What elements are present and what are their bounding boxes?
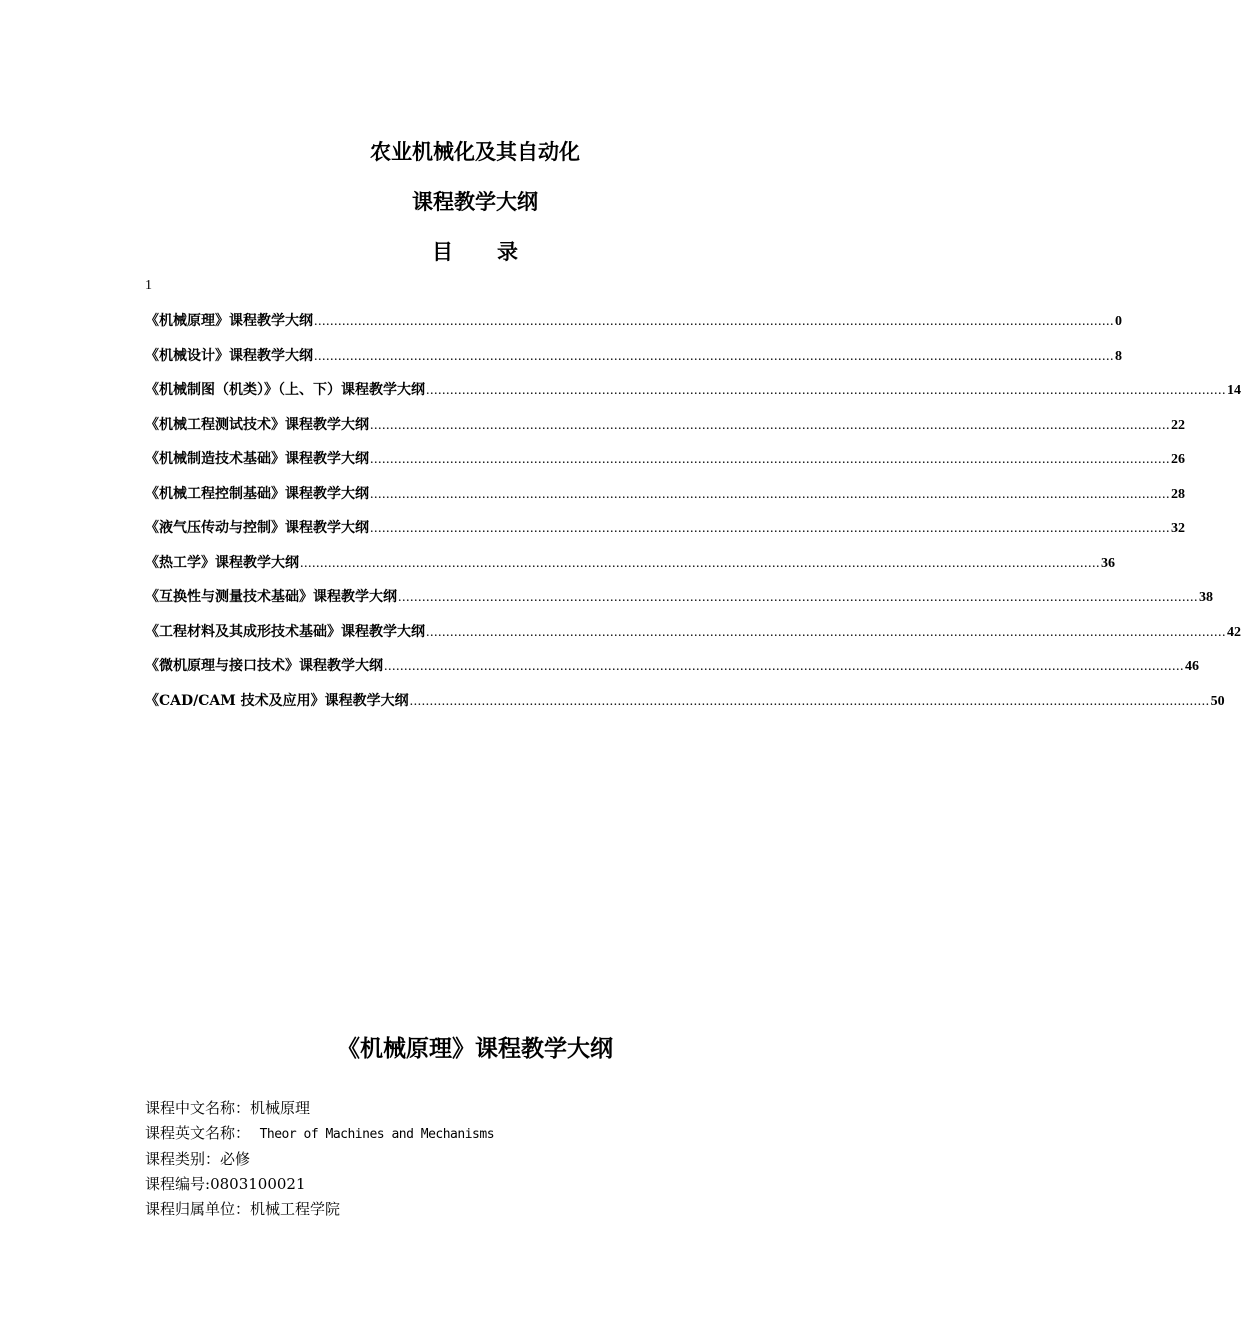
toc-entry-page: 46 — [1185, 659, 1199, 674]
toc-entry-page: 22 — [1171, 417, 1185, 433]
toc-leader-dots: ........................................................................................................................................................................................................ — [426, 624, 1226, 640]
course-info-value: 0803100021 — [210, 1175, 306, 1193]
toc-leader-dots: ........................................................................................................................................................................................................ — [300, 555, 1100, 571]
course-info-line — [145, 1121, 494, 1147]
toc-entry[interactable] — [145, 552, 1115, 587]
document-title: 农业机械化及其自动化 — [370, 139, 580, 164]
toc-entry-title: 《CAD/CAM 技术及应用》课程教学大纲 — [145, 692, 409, 709]
toc-entry-title: 《微机原理与接口技术》课程教学大纲 — [145, 658, 383, 674]
toc-entry-title: 《机械制图（机类）》（上、下）课程教学大纲 — [145, 382, 425, 398]
toc-entry[interactable] — [145, 310, 1122, 345]
toc-entry-page: 28 — [1171, 486, 1185, 502]
toc-entry-title: 《机械设计》课程教学大纲 — [145, 347, 313, 364]
toc-leader-dots: ........................................................................................................................................................................................................ — [314, 348, 1114, 364]
toc-entry-title: 《热工学》课程教学大纲 — [145, 554, 299, 571]
toc-entry-title: 《机械工程测试技术》课程教学大纲 — [145, 416, 369, 433]
toc-entry-title: 《机械制造技术基础》课程教学大纲 — [145, 451, 369, 467]
course-info-line — [145, 1172, 494, 1197]
toc-heading-right: 录 — [497, 239, 518, 264]
document-subtitle: 课程教学大纲 — [412, 189, 538, 214]
toc-heading — [0, 236, 950, 266]
toc-leader-dots: ........................................................................................................................................................................................................ — [370, 521, 1170, 536]
table-of-contents — [145, 310, 1241, 724]
course-info-value: 必修 — [220, 1150, 251, 1168]
toc-leader-dots: ........................................................................................................................................................................................................ — [314, 314, 1114, 329]
toc-entry[interactable] — [145, 448, 1185, 483]
toc-leader-dots: ........................................................................................................................................................................................................ — [398, 590, 1198, 605]
course-info-label: 课程编号: — [145, 1175, 211, 1193]
toc-entry-page: 26 — [1171, 452, 1185, 467]
toc-entry[interactable] — [145, 586, 1213, 621]
toc-entry-page: 0 — [1115, 314, 1122, 329]
course-info — [145, 1096, 494, 1222]
course-info-line — [145, 1096, 494, 1121]
toc-entry-page: 42 — [1227, 624, 1241, 640]
toc-entry-title: 《机械原理》课程教学大纲 — [145, 313, 313, 329]
course-info-label: 课程中文名称： — [145, 1099, 251, 1117]
toc-entry-page: 38 — [1199, 590, 1213, 605]
course-info-label: 课程类别： — [145, 1150, 221, 1168]
toc-entry[interactable] — [145, 345, 1122, 380]
toc-marker: 1 — [145, 278, 152, 293]
toc-leader-dots: ........................................................................................................................................................................................................ — [426, 383, 1226, 398]
course-info-value: 机械原理 — [250, 1099, 311, 1117]
toc-leader-dots: ........................................................................................................................................................................................................ — [370, 417, 1170, 433]
toc-entry[interactable] — [145, 379, 1241, 414]
toc-entry[interactable] — [145, 483, 1185, 518]
toc-entry-page: 14 — [1227, 383, 1241, 398]
toc-entry-page: 36 — [1101, 555, 1115, 571]
toc-entry[interactable] — [145, 690, 1225, 725]
course-info-label: 课程英文名称： — [145, 1124, 251, 1142]
toc-entry[interactable] — [145, 517, 1185, 552]
course-info-value: 机械工程学院 — [250, 1200, 341, 1218]
toc-leader-dots: ........................................................................................................................................................................................................ — [384, 659, 1184, 674]
toc-entry-title: 《机械工程控制基础》课程教学大纲 — [145, 485, 369, 502]
toc-entry-page: 32 — [1171, 521, 1185, 536]
toc-heading-left: 目 — [432, 239, 453, 264]
course-info-line — [145, 1197, 494, 1222]
toc-entry-page: 8 — [1115, 348, 1122, 364]
course-info-value: Theor of Machines and Mechanisms — [259, 1127, 495, 1142]
toc-entry-title: 《液气压传动与控制》课程教学大纲 — [145, 520, 369, 536]
course-info-label: 课程归属单位： — [145, 1200, 251, 1218]
section-title: 《机械原理》课程教学大纲 — [337, 1035, 613, 1062]
toc-leader-dots: ........................................................................................................................................................................................................ — [409, 693, 1210, 709]
toc-entry-page: 50 — [1210, 693, 1225, 709]
toc-entry[interactable] — [145, 621, 1241, 656]
toc-entry-title: 《工程材料及其成形技术基础》课程教学大纲 — [145, 623, 425, 640]
toc-entry[interactable] — [145, 414, 1185, 449]
toc-leader-dots: ........................................................................................................................................................................................................ — [370, 452, 1170, 467]
toc-entry-title: 《互换性与测量技术基础》课程教学大纲 — [145, 589, 397, 605]
toc-entry[interactable] — [145, 655, 1199, 690]
toc-leader-dots: ........................................................................................................................................................................................................ — [370, 486, 1170, 502]
course-info-line — [145, 1147, 494, 1172]
